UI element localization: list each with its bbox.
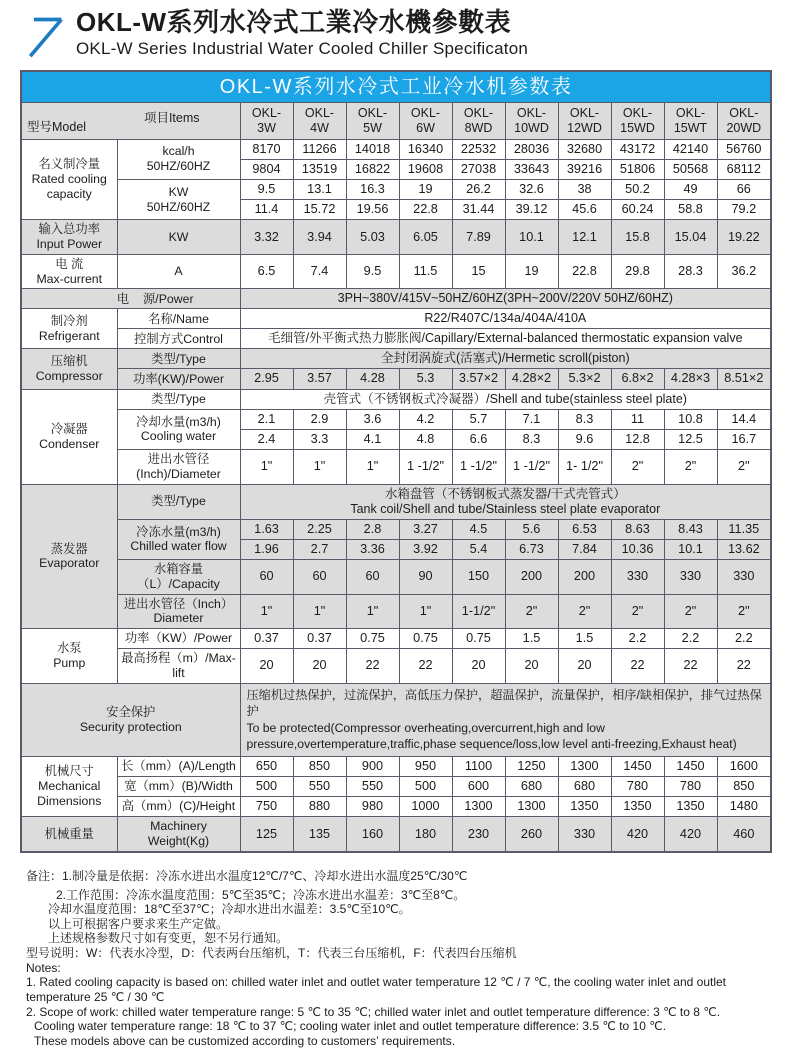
value-cell: 1 -1/2" <box>505 450 558 485</box>
span-cell: R22/R407C/134a/404A/410A <box>240 309 771 329</box>
value-cell: 22 <box>399 649 452 684</box>
value-cell: 1" <box>346 450 399 485</box>
value-cell: 1480 <box>717 797 771 817</box>
table-row <box>21 409 771 429</box>
value-cell: 550 <box>293 776 346 796</box>
page-header <box>20 6 770 70</box>
value-cell: 22 <box>717 649 771 684</box>
value-cell: 3.36 <box>346 539 399 559</box>
value-cell: 880 <box>293 797 346 817</box>
table-row <box>21 797 771 817</box>
value-cell: 10.36 <box>611 539 664 559</box>
value-cell: 3.6 <box>346 409 399 429</box>
value-cell: 20 <box>452 649 505 684</box>
value-cell: 550 <box>346 776 399 796</box>
value-cell: 200 <box>505 560 558 595</box>
value-cell: 1.96 <box>240 539 293 559</box>
table-row <box>21 254 771 289</box>
value-cell: 39216 <box>558 159 611 179</box>
value-cell: 1 -1/2" <box>399 450 452 485</box>
value-cell: 4.5 <box>452 519 505 539</box>
table-row <box>21 560 771 595</box>
value-cell: 16340 <box>399 139 452 159</box>
value-cell: 460 <box>717 817 771 852</box>
value-cell: 9.5 <box>240 179 293 199</box>
note-line: Cooling water temperature range: 18 ℃ to 37 ℃; cooling water inlet and outlet temperature difference: 3.5 ℃ to 10 ℃. <box>34 1019 667 1034</box>
table-row <box>21 389 771 409</box>
value-cell: 6.5 <box>240 254 293 289</box>
item-label: 进出水管径（Inch） Diameter <box>117 594 240 629</box>
value-cell: 2.7 <box>293 539 346 559</box>
value-cell: 32.6 <box>505 179 558 199</box>
value-cell: 1- 1/2" <box>558 450 611 485</box>
value-cell: 15.72 <box>293 200 346 220</box>
note-line: temperature 25 ℃ / 30 ℃ <box>26 989 165 1004</box>
value-cell: 1300 <box>558 756 611 776</box>
value-cell: 11.35 <box>717 519 771 539</box>
item-label: 冷冻水量(m3/h) Chilled water flow <box>117 519 240 559</box>
value-cell: 27038 <box>452 159 505 179</box>
value-cell: 7.1 <box>505 409 558 429</box>
value-cell: 2" <box>558 594 611 629</box>
value-cell: 10.1 <box>664 539 717 559</box>
table-row <box>21 289 771 309</box>
value-cell: 8.3 <box>558 409 611 429</box>
row-label: 电 流 Max-current <box>21 254 117 289</box>
item-label: 长（mm）(A)/Length <box>117 756 240 776</box>
value-cell: 8.3 <box>505 429 558 449</box>
value-cell: 6.73 <box>505 539 558 559</box>
value-cell: 1450 <box>611 756 664 776</box>
value-cell: 420 <box>664 817 717 852</box>
value-cell: 1350 <box>558 797 611 817</box>
value-cell: 36.2 <box>717 254 771 289</box>
value-cell: 0.37 <box>240 629 293 649</box>
value-cell: 4.28 <box>346 369 399 389</box>
table-row <box>21 519 771 539</box>
table-title-row <box>21 71 771 102</box>
value-cell: 2" <box>505 594 558 629</box>
value-cell: 1" <box>399 594 452 629</box>
value-cell: 42140 <box>664 139 717 159</box>
value-cell: 14018 <box>346 139 399 159</box>
value-cell: 13.1 <box>293 179 346 199</box>
value-cell: 3.94 <box>293 220 346 255</box>
value-cell: 1000 <box>399 797 452 817</box>
value-cell: 2.9 <box>293 409 346 429</box>
value-cell: 60 <box>240 560 293 595</box>
note-line: These models above can be customized according to customers’ requirements. <box>34 1033 456 1048</box>
value-cell: 2.95 <box>240 369 293 389</box>
value-cell: 2.2 <box>664 629 717 649</box>
item-label: KW <box>117 220 240 255</box>
value-cell: 10.1 <box>505 220 558 255</box>
table-row <box>21 683 771 756</box>
table-row <box>21 484 771 519</box>
value-cell: 15.8 <box>611 220 664 255</box>
table-row <box>21 756 771 776</box>
page-title: OKL-W系列水冷式工業冷水機參數表 <box>76 7 512 37</box>
value-cell: 1250 <box>505 756 558 776</box>
value-cell: 1" <box>240 450 293 485</box>
value-cell: 2" <box>611 594 664 629</box>
value-cell: 4.28×3 <box>664 369 717 389</box>
span-cell: 全封闭涡旋式(活塞式)/Hermetic scroll(piston) <box>240 349 771 369</box>
item-label: 名称/Name <box>117 309 240 329</box>
note-line: 2.工作范围：冷冻水温度范围：5℃至35℃；冷冻水进出水温差：3℃至8℃。 <box>56 887 466 902</box>
value-cell: 3.27 <box>399 519 452 539</box>
table-row <box>21 450 771 485</box>
value-cell: 22 <box>346 649 399 684</box>
value-cell: 6.53 <box>558 519 611 539</box>
value-cell: 5.7 <box>452 409 505 429</box>
page-subtitle: OKL-W Series Industrial Water Cooled Chiller Specificaton <box>76 38 528 58</box>
value-cell: 13.62 <box>717 539 771 559</box>
value-cell: 8.43 <box>664 519 717 539</box>
item-label: 控制方式Control <box>117 329 240 349</box>
value-cell: 2" <box>717 450 771 485</box>
item-label: 高（mm）(C)/Height <box>117 797 240 817</box>
value-cell: 6.8×2 <box>611 369 664 389</box>
item-label: 类型/Type <box>117 389 240 409</box>
model-header: OKL- 4W <box>293 102 346 139</box>
table-row <box>21 629 771 649</box>
value-cell: 20 <box>240 649 293 684</box>
value-cell: 135 <box>293 817 346 852</box>
value-cell: 3.57×2 <box>452 369 505 389</box>
value-cell: 16.3 <box>346 179 399 199</box>
value-cell: 150 <box>452 560 505 595</box>
value-cell: 1350 <box>664 797 717 817</box>
value-cell: 1600 <box>717 756 771 776</box>
value-cell: 16.7 <box>717 429 771 449</box>
item-label: 类型/Type <box>117 349 240 369</box>
value-cell: 500 <box>399 776 452 796</box>
value-cell: 10.8 <box>664 409 717 429</box>
value-cell: 19608 <box>399 159 452 179</box>
value-cell: 5.03 <box>346 220 399 255</box>
value-cell: 2.8 <box>346 519 399 539</box>
table-row <box>21 349 771 369</box>
value-cell: 45.6 <box>558 200 611 220</box>
value-cell: 950 <box>399 756 452 776</box>
value-cell: 20 <box>558 649 611 684</box>
value-cell: 22532 <box>452 139 505 159</box>
value-cell: 79.2 <box>717 200 771 220</box>
value-cell: 0.37 <box>293 629 346 649</box>
value-cell: 9.5 <box>346 254 399 289</box>
value-cell: 330 <box>611 560 664 595</box>
value-cell: 780 <box>611 776 664 796</box>
value-cell: 58.8 <box>664 200 717 220</box>
value-cell: 15.04 <box>664 220 717 255</box>
note-line: 备注：1.制冷量是依据：冷冻水进出水温度12℃/7℃、冷却水进出水温度25℃/30℃ <box>26 868 468 883</box>
note-line: 型号说明：W：代表水冷型，D：代表两台压缩机，T：代表三台压缩机，F：代表四台压缩机 <box>26 946 517 961</box>
model-header: OKL- 12WD <box>558 102 611 139</box>
item-label: 冷却水量(m3/h) Cooling water <box>117 409 240 449</box>
value-cell: 1.5 <box>505 629 558 649</box>
value-cell: 38 <box>558 179 611 199</box>
value-cell: 900 <box>346 756 399 776</box>
value-cell: 8170 <box>240 139 293 159</box>
value-cell: 0.75 <box>399 629 452 649</box>
value-cell: 33643 <box>505 159 558 179</box>
value-cell: 5.3×2 <box>558 369 611 389</box>
value-cell: 11266 <box>293 139 346 159</box>
value-cell: 1.63 <box>240 519 293 539</box>
model-header: OKL- 15WD <box>611 102 664 139</box>
value-cell: 850 <box>717 776 771 796</box>
value-cell: 750 <box>240 797 293 817</box>
value-cell: 14.4 <box>717 409 771 429</box>
value-cell: 260 <box>505 817 558 852</box>
value-cell: 680 <box>558 776 611 796</box>
span-cell: 毛细管/外平衡式热力膨胀阀/Capillary/External-balanced thermostatic expansion valve <box>240 329 771 349</box>
title-block <box>76 8 528 59</box>
value-cell: 9.6 <box>558 429 611 449</box>
table-row <box>21 329 771 349</box>
model-label: 型号Model <box>27 119 87 134</box>
value-cell: 60 <box>293 560 346 595</box>
value-cell: 1300 <box>452 797 505 817</box>
row-label: 蒸发器 Evaporator <box>21 484 117 628</box>
value-cell: 330 <box>664 560 717 595</box>
value-cell: 28036 <box>505 139 558 159</box>
value-cell: 5.3 <box>399 369 452 389</box>
value-cell: 5.6 <box>505 519 558 539</box>
note-line: 2. Scope of work: chilled water temperature range: 5 ℃ to 35 ℃; chilled water inlet and outlet temperature difference: 3 ℃ to 8 ℃. <box>26 1004 721 1019</box>
value-cell: 2" <box>664 594 717 629</box>
value-cell: 4.2 <box>399 409 452 429</box>
note-line: 1. Rated cooling capacity is based on: chilled water inlet and outlet water temperature 12 ℃ / 7 ℃, the cooling water inlet and outlet <box>26 975 727 990</box>
value-cell: 230 <box>452 817 505 852</box>
value-cell: 12.5 <box>664 429 717 449</box>
value-cell: 28.3 <box>664 254 717 289</box>
table-row <box>21 139 771 159</box>
model-header: OKL- 15WT <box>664 102 717 139</box>
value-cell: 50.2 <box>611 179 664 199</box>
value-cell: 200 <box>558 560 611 595</box>
item-label: 功率(KW)/Power <box>117 369 240 389</box>
up-right-arrow-icon <box>22 10 66 62</box>
value-cell: 0.75 <box>346 629 399 649</box>
value-cell: 1350 <box>611 797 664 817</box>
value-cell: 7.84 <box>558 539 611 559</box>
value-cell: 8.51×2 <box>717 369 771 389</box>
value-cell: 4.8 <box>399 429 452 449</box>
value-cell: 19.56 <box>346 200 399 220</box>
value-cell: 980 <box>346 797 399 817</box>
item-label: 类型/Type <box>117 484 240 519</box>
table-row <box>21 220 771 255</box>
item-label: 最高扬程（m）/Max-lift <box>117 649 240 684</box>
value-cell: 60 <box>346 560 399 595</box>
model-header: OKL- 8WD <box>452 102 505 139</box>
row-label: 制冷剂 Refrigerant <box>21 309 117 349</box>
item-label: 功率（KW）/Power <box>117 629 240 649</box>
value-cell: 2" <box>611 450 664 485</box>
items-label: 项目Items <box>143 110 200 125</box>
value-cell: 3.32 <box>240 220 293 255</box>
value-cell: 1-1/2" <box>452 594 505 629</box>
span-cell: 壳管式（不锈钢板式冷凝器）/Shell and tube(stainless steel plate) <box>240 389 771 409</box>
value-cell: 3.92 <box>399 539 452 559</box>
note-line: Notes: <box>26 960 61 975</box>
table-row <box>21 309 771 329</box>
value-cell: 43172 <box>611 139 664 159</box>
note-line: 冷却水温度范围：18℃至37℃；冷却水进出水温差：3.5℃至10℃。 <box>48 902 411 917</box>
value-cell: 1 -1/2" <box>452 450 505 485</box>
table-row <box>21 594 771 629</box>
table-row <box>21 369 771 389</box>
value-cell: 6.6 <box>452 429 505 449</box>
value-cell: 1" <box>240 594 293 629</box>
value-cell: 19 <box>505 254 558 289</box>
value-cell: 2.2 <box>717 629 771 649</box>
value-cell: 125 <box>240 817 293 852</box>
value-cell: 51806 <box>611 159 664 179</box>
value-cell: 2.1 <box>240 409 293 429</box>
row-label: 冷凝器 Condenser <box>21 389 117 484</box>
value-cell: 3.57 <box>293 369 346 389</box>
value-cell: 7.4 <box>293 254 346 289</box>
value-cell: 2.4 <box>240 429 293 449</box>
value-cell: 2" <box>717 594 771 629</box>
value-cell: 1100 <box>452 756 505 776</box>
value-cell: 32680 <box>558 139 611 159</box>
value-cell: 31.44 <box>452 200 505 220</box>
value-cell: 26.2 <box>452 179 505 199</box>
value-cell: 90 <box>399 560 452 595</box>
value-cell: 39.12 <box>505 200 558 220</box>
table-row <box>21 649 771 684</box>
value-cell: 22.8 <box>399 200 452 220</box>
value-cell: 20 <box>505 649 558 684</box>
value-cell: 68112 <box>717 159 771 179</box>
value-cell: 22.8 <box>558 254 611 289</box>
column-header-row <box>21 102 771 139</box>
model-header: OKL- 3W <box>240 102 293 139</box>
table-row <box>21 817 771 852</box>
value-cell: 420 <box>611 817 664 852</box>
value-cell: 12.1 <box>558 220 611 255</box>
item-label: A <box>117 254 240 289</box>
value-cell: 600 <box>452 776 505 796</box>
value-cell: 180 <box>399 817 452 852</box>
row-label: 压缩机 Compressor <box>21 349 117 389</box>
model-header: OKL- 20WD <box>717 102 771 139</box>
table-row <box>21 179 771 199</box>
row-label: 机械尺寸 Mechanical Dimensions <box>21 756 117 817</box>
value-cell: 22 <box>611 649 664 684</box>
row-label: 水泵 Pump <box>21 629 117 684</box>
value-cell: 330 <box>717 560 771 595</box>
value-cell: 2.25 <box>293 519 346 539</box>
row-label: 名义制冷量 Rated cooling capacity <box>21 139 117 220</box>
value-cell: 50568 <box>664 159 717 179</box>
value-cell: 20 <box>293 649 346 684</box>
item-label: 进出水管径 (Inch)/Diameter <box>117 450 240 485</box>
value-cell: 16822 <box>346 159 399 179</box>
value-cell: 7.89 <box>452 220 505 255</box>
value-cell: 500 <box>240 776 293 796</box>
value-cell: 2" <box>664 450 717 485</box>
span-cell: 压缩机过热保护，过流保护，高低压力保护，超温保护，流量保护，相序/缺相保护，排气过热保护 To be protected(Compressor overheating,overcurrent,high and low pressure,overtemperature,traffic,phase sequence/loss,low level anti-freezing,Exhaust heat) <box>240 683 771 756</box>
value-cell: 13519 <box>293 159 346 179</box>
value-cell: 12.8 <box>611 429 664 449</box>
value-cell: 1" <box>346 594 399 629</box>
item-label: 宽（mm）(B)/Width <box>117 776 240 796</box>
value-cell: 1" <box>293 450 346 485</box>
item-label: 水箱容量（L）/Capacity <box>117 560 240 595</box>
value-cell: 5.4 <box>452 539 505 559</box>
value-cell: 49 <box>664 179 717 199</box>
value-cell: 1" <box>293 594 346 629</box>
value-cell: 29.8 <box>611 254 664 289</box>
value-cell: 1300 <box>505 797 558 817</box>
value-cell: 8.63 <box>611 519 664 539</box>
model-header: OKL- 6W <box>399 102 452 139</box>
model-header: OKL- 10WD <box>505 102 558 139</box>
value-cell: 160 <box>346 817 399 852</box>
value-cell: 11.5 <box>399 254 452 289</box>
value-cell: 4.28×2 <box>505 369 558 389</box>
value-cell: 15 <box>452 254 505 289</box>
model-header: OKL- 5W <box>346 102 399 139</box>
value-cell: 60.24 <box>611 200 664 220</box>
value-cell: 2.2 <box>611 629 664 649</box>
table-row <box>21 776 771 796</box>
value-cell: 850 <box>293 756 346 776</box>
row-label: 输入总功率 Input Power <box>21 220 117 255</box>
value-cell: 19.22 <box>717 220 771 255</box>
table-title: OKL-W系列水冷式工业冷水机参数表 <box>21 71 771 102</box>
value-cell: 22 <box>664 649 717 684</box>
row-label: 机械重量 <box>21 817 117 852</box>
value-cell: 6.05 <box>399 220 452 255</box>
value-cell: 66 <box>717 179 771 199</box>
span-cell: 水箱盘管（不锈钢板式蒸发器/干式壳管式） Tank coil/Shell and tube/Stainless steel plate evaporator <box>240 484 771 519</box>
span-cell: 3PH~380V/415V~50HZ/60HZ(3PH~200V/220V 50HZ/60HZ) <box>240 289 771 309</box>
value-cell: 1450 <box>664 756 717 776</box>
value-cell: 4.1 <box>346 429 399 449</box>
notes-section <box>20 869 770 1049</box>
value-cell: 11 <box>611 409 664 429</box>
item-label: Machinery Weight(Kg) <box>117 817 240 852</box>
value-cell: 11.4 <box>240 200 293 220</box>
value-cell: 680 <box>505 776 558 796</box>
value-cell: 3.3 <box>293 429 346 449</box>
corner-cell <box>21 102 240 139</box>
note-line: 上述规格参数尺寸如有变更，恕不另行通知。 <box>48 931 289 946</box>
item-label: KW 50HZ/60HZ <box>117 179 240 219</box>
value-cell: 56760 <box>717 139 771 159</box>
value-cell: 650 <box>240 756 293 776</box>
value-cell: 19 <box>399 179 452 199</box>
note-line: 以上可根据客户要求来生产定做。 <box>48 916 229 931</box>
value-cell: 780 <box>664 776 717 796</box>
row-label: 电 源/Power <box>21 289 240 309</box>
value-cell: 9804 <box>240 159 293 179</box>
row-label: 安全保护 Security protection <box>21 683 240 756</box>
item-label: kcal/h 50HZ/60HZ <box>117 139 240 179</box>
spec-table <box>20 70 772 853</box>
value-cell: 0.75 <box>452 629 505 649</box>
value-cell: 1.5 <box>558 629 611 649</box>
value-cell: 330 <box>558 817 611 852</box>
